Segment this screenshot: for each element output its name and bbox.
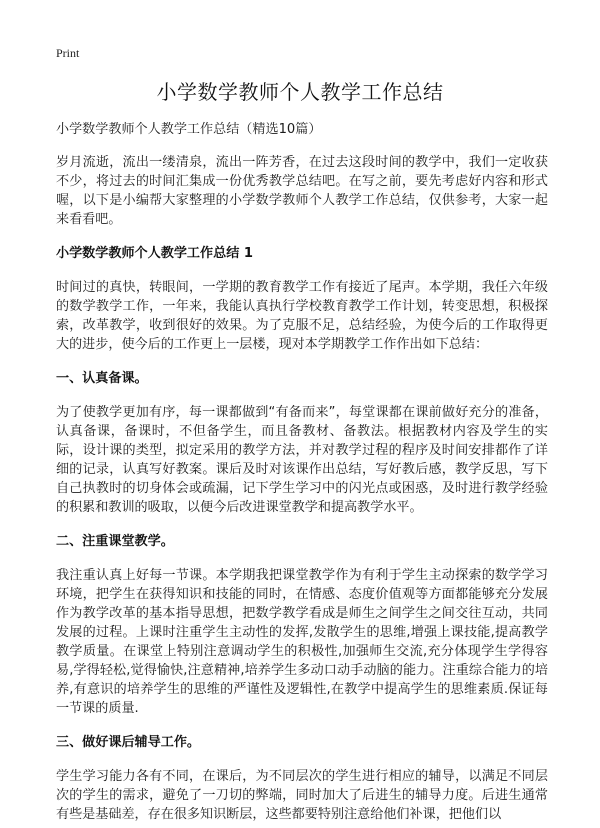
document-title: 小学数学教师个人教学工作总结 [156,80,444,104]
point-heading-tutoring: 三、做好课后辅导工作。 [56,735,201,750]
intro-paragraph: 岁月流逝，流出一缕清泉，流出一阵芳香，在过去这段时间的教学中，我们一定收获不少，将过去的时间汇集成一份优秀教学总结吧。在写之前，要先考虑好内容和形式喔，以下是小编帮大家整理的小学数学教师个人教学工作总结，仅供参考，大家一起来看看吧。 [56,155,548,227]
document-body [56,120,548,828]
point-text-classroom: 我注重认真上好每一节课。本学期我把课堂教学作为有利于学生主动探索的数学学习环境，把学生在获得知识和技能的同时，在情感、态度价值观等方面都能够充分发展作为教学改革的基本指导思想，把数学教学看成是师生之间学生之间交往互动，共同发展的过程。上课时注重学生主动性的发挥,发散学生的思维,增强上课技能,提高教学教学质量。在课堂上特别注意调动学生的积极性,加强师生交流,充分体现学生学得容易,学得轻松,觉得愉快,注意精神,培养学生多动口动手动脑的能力。注重综合能力的培养,有意识的培养学生的思维的严谨性及逻辑性,在教学中提高学生的思维素质.保证每一节课的质量. [56,568,548,716]
section-paragraph: 时间过的真快，转眼间，一学期的教育教学工作有接近了尾声。本学期，我任六年级的数学教学工作，一年来，我能认真执行学校教育教学工作计划，转变思想，积极探索，改革教学，收到很好的效果。为了克服不足，总结经验，为使今后的工作取得更大的进步，使今后的工作更上一层楼，现对本学期教学工作作出如下总结： [56,280,548,352]
section-heading: 小学数学教师个人教学工作总结 1 [56,246,253,261]
point-heading-preparation: 一、认真备课。 [56,371,148,386]
print-link[interactable]: Print [56,46,80,60]
point-text-tutoring: 学生学习能力各有不同，在课后，为不同层次的学生进行相应的辅导，以满足不同层次的学生的需求，避免了一刀切的弊端，同时加大了后进生的辅导力度。后进生通常有些是基础差，存在很多知识断层，这些都要特别注意给他们补课，把他们以 [56,769,548,822]
point-text-preparation: 为了使教学更加有序，每一课都做到“有备而来”，每堂课都在课前做好充分的准备，认真备课，备课时，不但备学生，而且备教材、备教法。根据教材内容及学生的实际，设计课的类型，拟定采用的教学方法，并对教学过程的程序及时间安排都作了详细的记录，认真写好教案。课后及时对该课作出总结，写好教后感，教学反思，写下自己执教时的切身体会或疏漏，记下学生学习中的闪光点或困惑，及时进行教学经验的积累和教训的吸取，以便今后改进课堂教学和提高教学水平。 [56,405,548,515]
document-subtitle: 小学数学教师个人教学工作总结（精选10篇） [56,122,322,137]
point-heading-classroom: 二、注重课堂教学。 [56,534,174,549]
